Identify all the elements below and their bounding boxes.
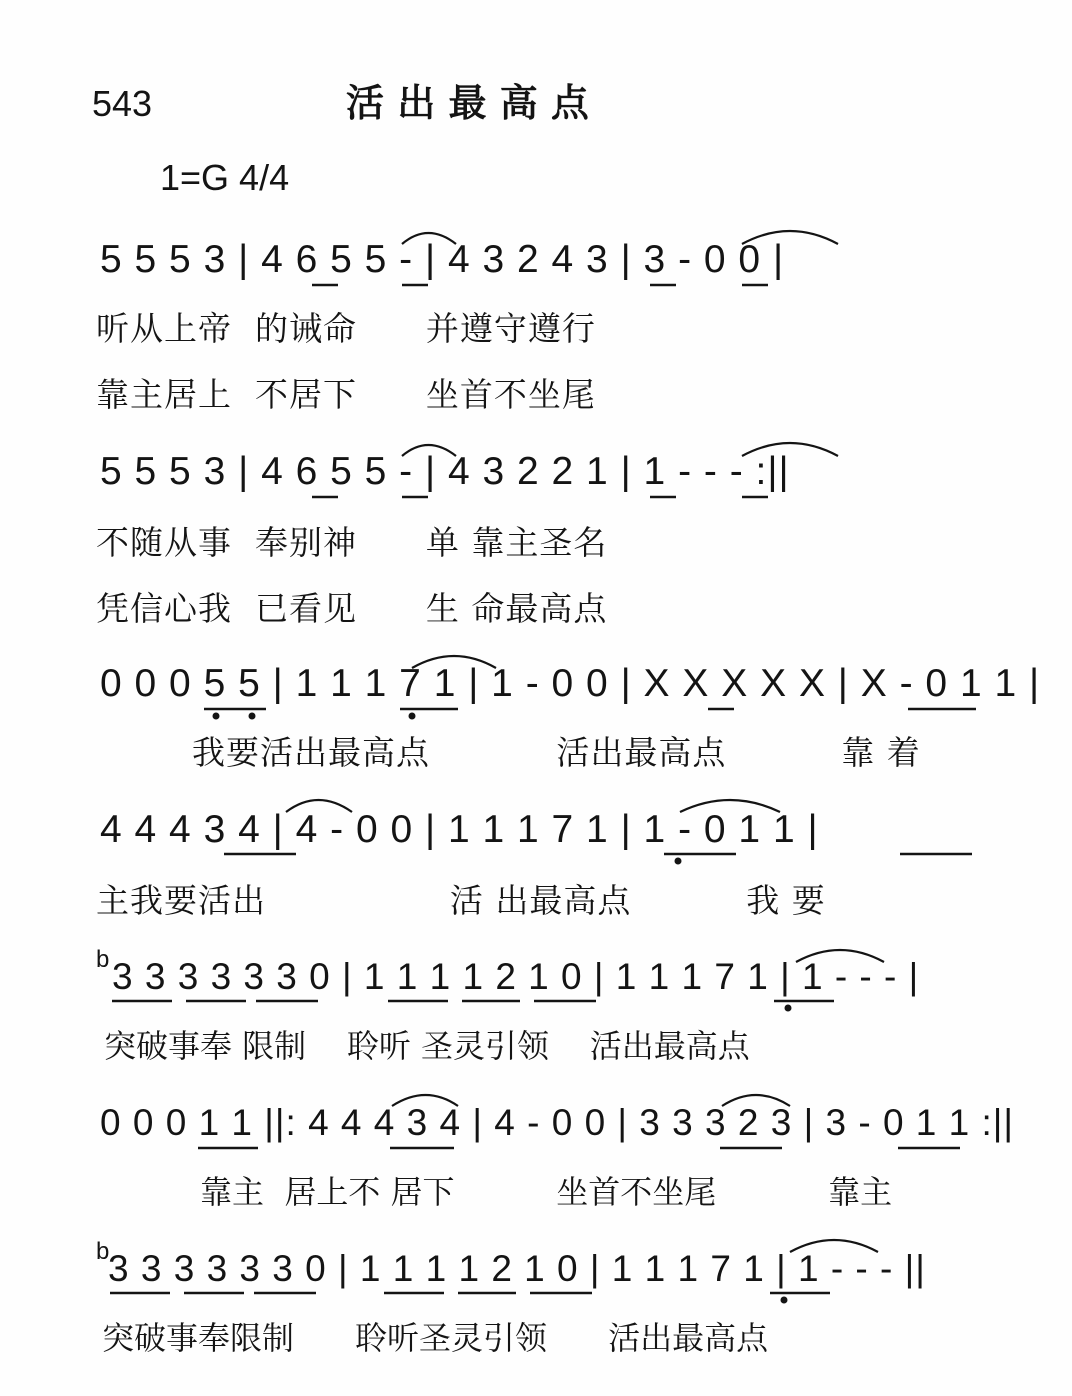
low-octave-dot	[409, 713, 416, 720]
lyric-line-1a: 听从上帝 的诫命 并遵守遵行	[96, 309, 596, 348]
lyric-line-2b: 凭信心我 已看见 生 命最高点	[96, 589, 608, 628]
slur-mark	[742, 231, 838, 244]
slur-mark	[722, 1095, 790, 1106]
slur-mark	[402, 233, 456, 244]
lyric-line-6: 靠主 居上不 居下 坐首不坐尾 靠主	[200, 1173, 893, 1211]
hymn-title: 活 出 最 高 点	[346, 81, 589, 125]
low-octave-dot	[213, 713, 220, 720]
slur-mark	[392, 1095, 458, 1106]
slur-mark	[790, 1240, 878, 1252]
low-octave-dot	[781, 1297, 788, 1304]
low-octave-dot	[249, 713, 256, 720]
slur-mark	[286, 800, 352, 812]
slur-mark	[680, 800, 780, 812]
hymn-number: 543	[92, 83, 153, 124]
lyric-line-1b: 靠主居上 不居下 坐首不坐尾	[96, 375, 596, 414]
notation-line-5: 3 3 3 3 3 3 0 | 1 1 1 1 2 1 0 | 1 1 1 7 1 | 1 - - - |	[112, 956, 920, 997]
notation-line-2: 5 5 5 3 | 4 6 5 5 - | 4 3 2 2 1 | 1 - - - :||	[100, 450, 790, 493]
lyric-line-7: 突破事奉限制 聆听圣灵引领 活出最高点	[102, 1319, 769, 1357]
lyric-line-4: 主我要活出 活 出最高点 我 要	[96, 881, 826, 920]
slur-mark	[742, 443, 838, 456]
slur-mark	[402, 445, 456, 456]
lyric-line-5: 突破事奉 限制 聆听 圣灵引领 活出最高点	[104, 1027, 750, 1065]
flat-sign-7: b	[96, 1238, 110, 1265]
key-time-signature: 1=G 4/4	[160, 157, 290, 198]
slur-mark	[796, 950, 884, 962]
notation-line-6: 0 0 0 1 1 ||: 4 4 4 3 4 | 4 - 0 0 | 3 3 3 2 3 | 3 - 0 1 1 :||	[100, 1102, 1015, 1143]
notation-line-7: 3 3 3 3 3 3 0 | 1 1 1 1 2 1 0 | 1 1 1 7 1 | 1 - - - ||	[108, 1248, 926, 1289]
notation-line-3: 0 0 0 5 5 | 1 1 1 7 1 | 1 - 0 0 | X X X X X | X - 0 1 1 |	[100, 662, 1041, 705]
slur-mark	[412, 656, 496, 668]
low-octave-dot	[785, 1005, 792, 1012]
flat-sign-5: b	[96, 946, 110, 973]
lyric-line-2a: 不随从事 奉别神 单 靠主圣名	[96, 523, 608, 562]
notation-line-1: 5 5 5 3 | 4 6 5 5 - | 4 3 2 4 3 | 3 - 0 0 |	[100, 238, 785, 281]
lyric-line-3: 我要活出最高点 活出最高点 靠 着	[192, 733, 921, 772]
notation-line-4: 4 4 4 3 4 | 4 - 0 0 | 1 1 1 7 1 | 1 - 0 1 1 |	[100, 808, 819, 851]
low-octave-dot	[675, 858, 682, 865]
